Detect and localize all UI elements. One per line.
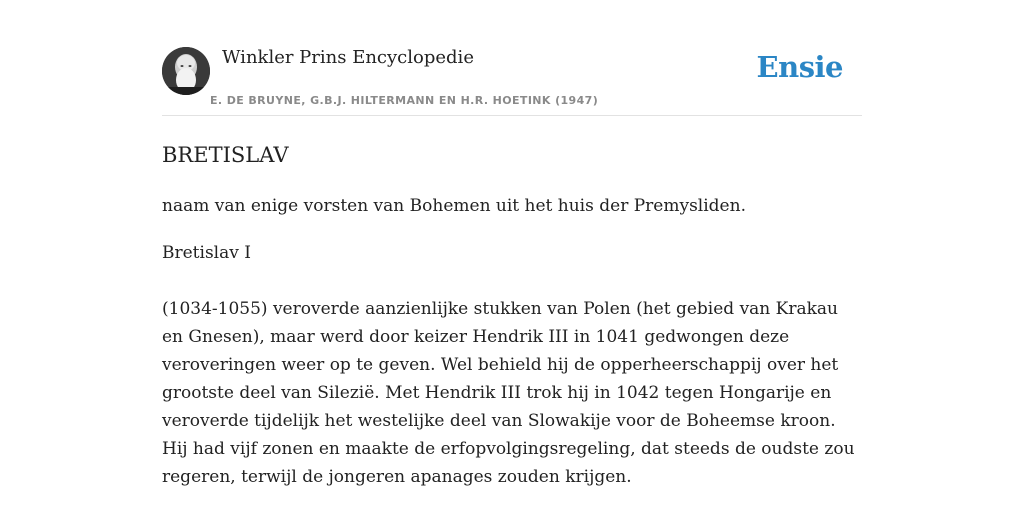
author-avatar[interactable] — [162, 47, 210, 95]
ensie-logo-link[interactable]: Ensie — [756, 50, 843, 84]
portrait-image — [162, 47, 210, 95]
site-title[interactable]: Winkler Prins Encyclopedie — [222, 47, 474, 68]
article-title: BRETISLAV — [162, 143, 289, 167]
author-byline: E. DE BRUYNE, G.B.J. HILTERMANN EN H.R. HOETINK (1947) — [210, 94, 599, 107]
article-body: (1034-1055) veroverde aanzienlijke stukken van Polen (het gebied van Krakau en Gnesen), maar werd door keizer Hendrik III in 1041 gedwongen deze veroveringen weer op te geven. Wel behield hij de opperheerschappij over het grootste deel van Silezië. Met Hendrik III trok hij in 1042 tegen Hongarije en veroverde tijdelijk het westelijke deel van Slowakije voor de Boheemse kroon. Hij had vijf zonen en maakte de erfopvolgingsregeling, dat steeds de oudste zou regeren, terwijl de jongeren apanages zouden krijgen. — [162, 299, 855, 487]
article-content — [162, 138, 862, 491]
article-intro: naam van enige vorsten van Bohemen uit het huis der Premysliden. — [162, 196, 746, 216]
article-subheading: Bretislav I — [162, 243, 251, 263]
site-header — [162, 46, 862, 116]
